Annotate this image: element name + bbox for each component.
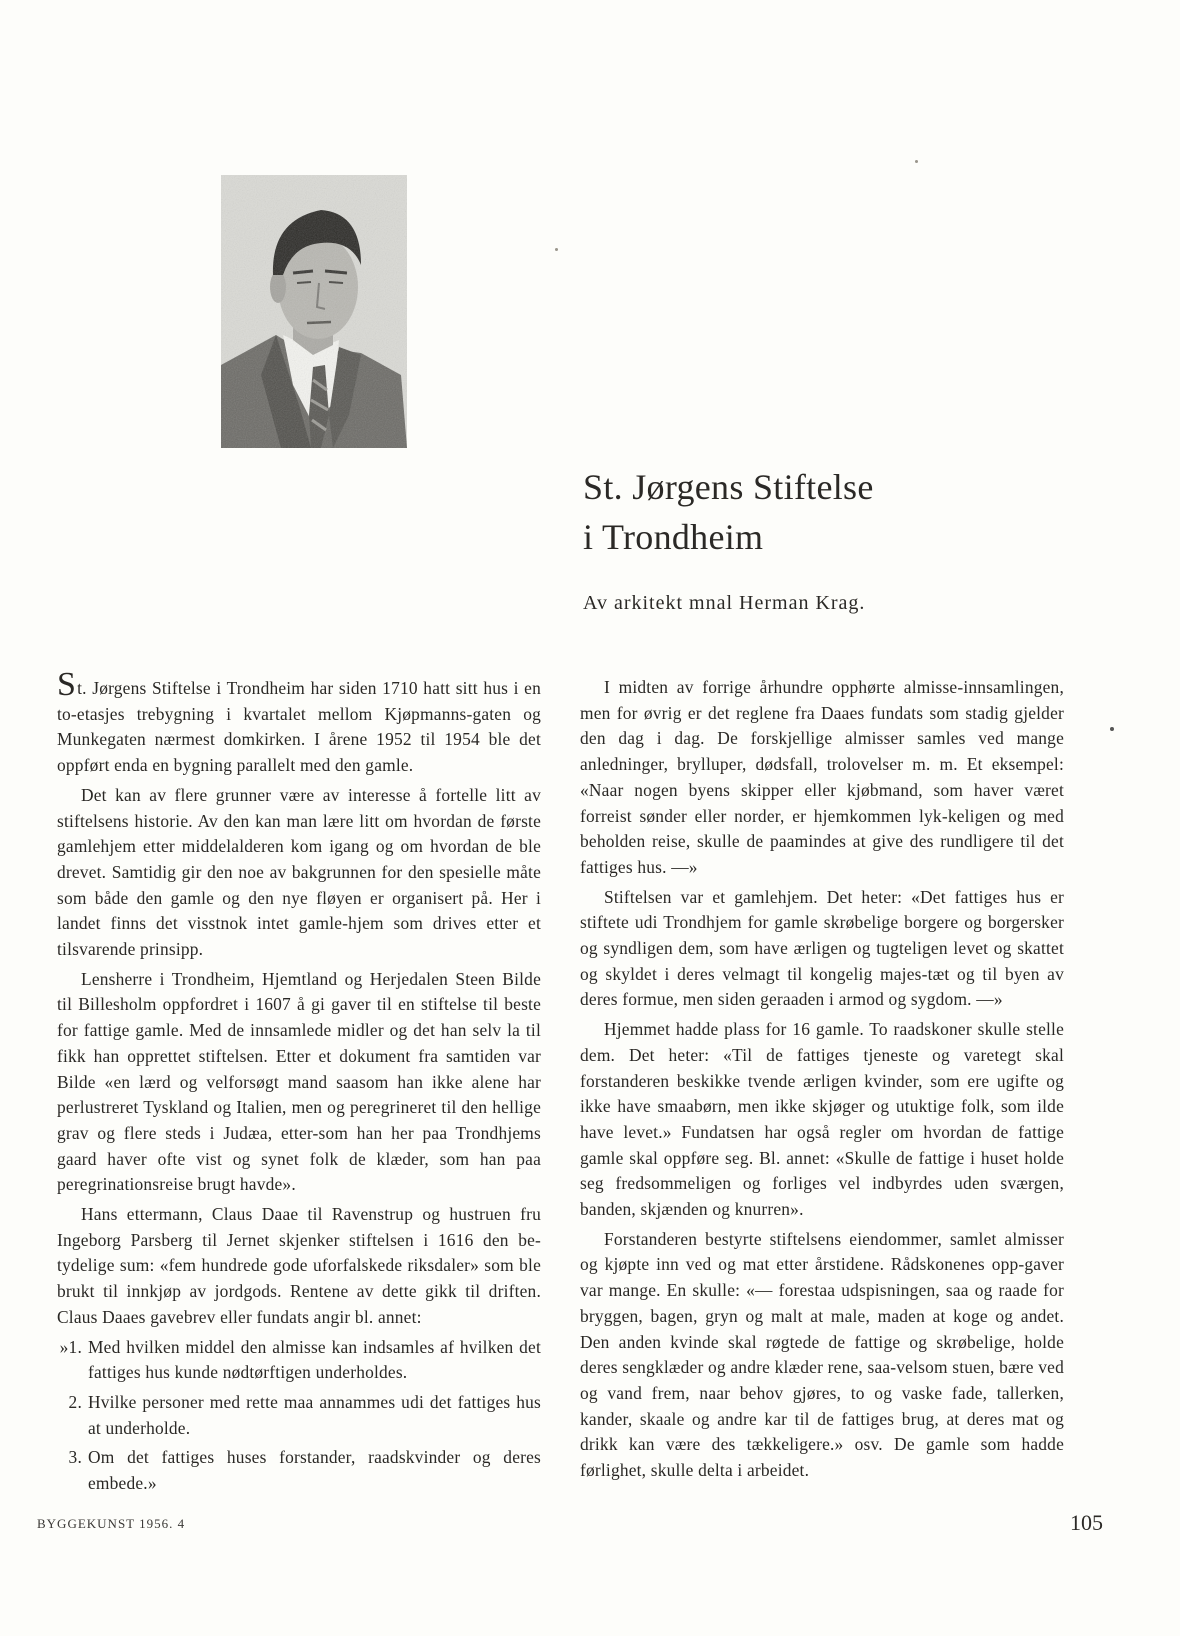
list-text: Med hvilken middel den almisse kan indsamles af hvilken det fattiges hus kunde nødtørftigen underholdes. (88, 1336, 541, 1383)
list-number: 3. (68, 1447, 82, 1468)
paragraph-forstanderen: Forstanderen bestyrte stiftelsens eiendommer, samlet almisser og kjøpte inn ved og mat etter årstidene. Rådskonenes opp-gaver var mange. En skulle: «— forestaa udspisningen, saa og raade for bryggen, bagen, gryn og malt at male, maden at koge og andet. Den anden kvinde skal røgtede de fattige og skrøbelige, holde deres sengklæder og andre klæder rene, saa-velsom stuen, bære ved og vand frem, naar behov gjøres, to og vaske fade, tallerken, kander, skaale og andre kar til de fattiges brug, at deres mat og drikk kan være des tækkeligere.» osv. De gamle som hadde førlighet, skulle delta i arbeidet. (580, 1228, 1064, 1481)
fundats-list-item (57, 1335, 541, 1386)
article-header (583, 462, 1103, 615)
article-title-line-1: St. Jørgens Stiftelse (583, 467, 874, 507)
article-byline: Av arkitekt mnal Herman Krag. (583, 592, 866, 614)
paper-speck (915, 160, 918, 163)
article-title (583, 462, 1103, 562)
paragraph-intro-text: t. Jørgens Stiftelse i Trondheim har siden 1710 hatt sitt hus i en to-etasjes trebygning i kvartalet mellom Kjøpmanns-gaten og Munkegaten nærmest domkirken. I årene 1952 til 1954 ble det oppført enda en bygning parallelt med den gamle. (57, 678, 541, 776)
paper-speck (1110, 727, 1114, 731)
page-number: 105 (1070, 1510, 1103, 1535)
paragraph-gamlehjem: Stiftelsen var et gamlehjem. Det heter: «Det fattiges hus er stiftete udi Trondhjem for gamle skrøbelige borgere og borgersker og syndligen dem, som have ærligen og tugteligen levet og skattet og skyldet i deres velmagt til kongelig majes-tæt og til byen av deres formue, men siden geraaden i armod og sygdom. —» (580, 886, 1064, 1010)
paragraph-intro (57, 666, 541, 779)
list-number: 2. (68, 1391, 82, 1412)
article-title-line-2: i Trondheim (583, 517, 764, 557)
paper-speck (555, 248, 558, 251)
drop-cap: S (57, 666, 77, 703)
paragraph-history: Det kan av flere grunner være av interesse å fortelle litt av stiftelsens historie. Av den kan man lære litt om hvordan de første gamlehjem etter middelalderen kom igang og om hvordan de ble drevet. Samtidig gir den noe av bakgrunnen for den spesielle måte som både den gamle og den nye fløyen er organisert på. Her i landet finns det visstnok intet gamle-hjem som drives etter et tilsvarende prinsipp. (57, 784, 541, 960)
list-text: Om det fattiges huses forstander, raadskvinder og deres embede.» (88, 1447, 541, 1494)
list-number: »1. (59, 1336, 82, 1357)
left-text-column (57, 666, 541, 1501)
paragraph-lensherre: Lensherre i Trondheim, Hjemtland og Herjedalen Steen Bilde til Billesholm oppfordret i 1607 å gi gaver til en stiftelse til beste for fattige gamle. Med de innsamlede midler og det han selv la til fikk han opprettet stiftelsen. Etter et dokument fra samtiden var Bilde «en lærd og velforsøgt mand saasom han ikke alene har perlustreret Tyskland og Italien, men og peregrineret til den hellige grav og flere steds i Judæa, etter-som han her paa Trondhjems gaard haver ofte vist og synet folk de klæder, som han paa peregrinationsreise brugt havde». (57, 968, 541, 1195)
fundats-list (57, 1335, 541, 1497)
list-text: Hvilke personer med rette maa annammes udi det fattiges hus at underholde. (88, 1391, 541, 1438)
paragraph-daae: Hans ettermann, Claus Daae til Ravenstrup og hustruen fru Ingeborg Parsberg til Jernet skjenker stiftelsen i 1616 den be-tydelige sum: «fem hundrede gode uforfalskede riksdaler» som ble brukt til innkjøp av jordgods. Rentene av dette gikk til driften. Claus Daaes gavebrev eller fundats angir bl. annet: (57, 1204, 541, 1327)
paragraph-raadskoner: Hjemmet hadde plass for 16 gamle. To raadskoner skulle stelle dem. Det heter: «Til de fattiges tjeneste og varetegt skal forstanderen beskikke tvende ærligen kvinder, som ere ugifte og ikke have smaabørn, men ikke skjøger og utuktige folk, som ilde have levet.» Fundatsen har også regler om hvordan de fattige gamle skal oppføre seg. Bl. annet: «Skulle de fattige i huset holde seg fredsommeligen og forliges vel indbyrdes uden sværgen, banden, skjænden og knurren». (580, 1019, 1064, 1220)
right-text-column (580, 675, 1064, 1488)
paragraph-almisser: I midten av forrige århundre opphørte almisse-innsamlingen, men for øvrig er det reglene fra Daaes fundats som stadig gjelder den dag i dag. De forskjellige almisser samles ved mange anledninger, brylluper, dødsfall, trolovelser m. m. Et eksempel: «Naar nogen byens skipper eller kjøbmand, som haver været forreist sønder eller norder, er hjemkommen lyk-keligen og med beholden reise, skulle de paamindes at give des rundligere til det fattiges hus. —» (580, 677, 1064, 877)
portrait-illustration (221, 175, 407, 448)
publication-footer: BYGGEKUNST 1956. 4 (37, 1516, 186, 1531)
fundats-list-item (57, 1390, 541, 1441)
author-portrait-photo (221, 175, 407, 448)
fundats-list-item (57, 1445, 541, 1496)
